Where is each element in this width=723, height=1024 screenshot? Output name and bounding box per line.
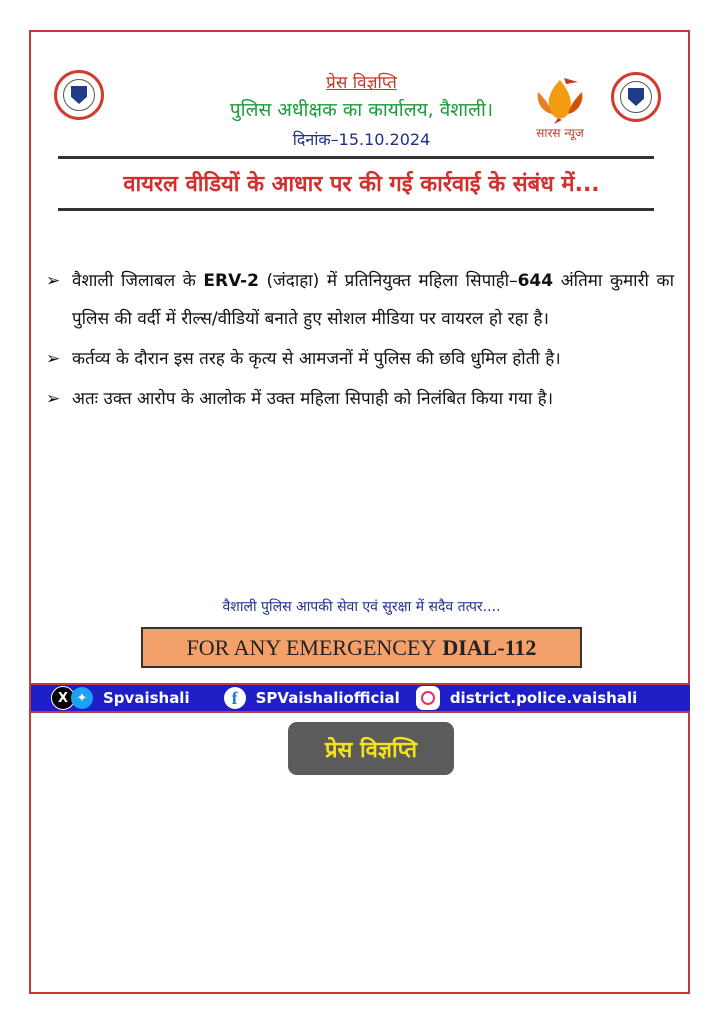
arrow-bullet-icon: ➢ [46, 349, 61, 369]
bullet-text: वैशाली जिलाबल के [72, 271, 204, 291]
twitter-handle[interactable]: Spvaishali [103, 689, 190, 707]
arrow-bullet-icon: ➢ [46, 389, 61, 409]
constable-number: 644 [517, 271, 554, 291]
twitter-group[interactable] [51, 686, 190, 710]
bullet-list [46, 262, 674, 420]
arrow-bullet-icon: ➢ [46, 271, 61, 291]
emergency-text: FOR ANY EMERGENCEY [186, 634, 437, 660]
press-release-title: प्रेस विज्ञप्ति [326, 73, 397, 93]
saras-news-logo-text: सारस न्यूज [536, 126, 584, 140]
bullet-text: कर्तव्य के दौरान इस तरह के कृत्य से आमजनों में पुलिस की छवि धुमिल होती है। [72, 349, 561, 369]
emergency-dial-number: DIAL-112 [442, 634, 537, 660]
bullet-text: (जंदाहा) में प्रतिनियुक्त महिला सिपाही– [258, 271, 518, 291]
bullet-item-1 [46, 262, 674, 338]
facebook-icon: f [224, 687, 246, 709]
bottom-divider [58, 208, 654, 211]
vehicle-code: ERV-2 [203, 271, 259, 291]
facebook-handle[interactable]: SPVaishaliofficial [255, 689, 400, 707]
x-icon: X [51, 686, 75, 710]
office-name: पुलिस अधीक्षक का कार्यालय, वैशाली। [229, 99, 494, 121]
bullet-text: अंतिमा कुमारी का पुलिस की वर्दी में रील्स/वीडियों बनाते हुए सोशल मीडिया पर वायरल हो रहा है। [72, 271, 674, 329]
bullet-item-3 [46, 380, 674, 418]
instagram-handle[interactable]: district.police.vaishali [449, 689, 638, 707]
top-divider [58, 156, 654, 159]
bullet-item-2 [46, 340, 674, 378]
subject-heading: वायरल वीडियों के आधार पर की गई कार्रवाई के संबंध में... [123, 172, 600, 197]
facebook-group[interactable] [224, 687, 400, 709]
bullet-text: अतः उक्त आरोप के आलोक में उक्त महिला सिपाही को निलंबित किया गया है। [72, 389, 554, 409]
instagram-icon [416, 686, 440, 710]
social-media-bar [31, 683, 690, 713]
police-motto: वैशाली पुलिस आपकी सेवा एवं सुरक्षा में सदैव तत्पर.... [222, 599, 501, 615]
emergency-banner [141, 627, 582, 668]
press-release-button[interactable]: प्रेस विज्ञप्ति [288, 722, 454, 775]
twitter-bird-icon: ✦ [71, 687, 93, 709]
instagram-group[interactable] [416, 686, 637, 710]
release-date: दिनांक–15.10.2024 [292, 130, 431, 149]
